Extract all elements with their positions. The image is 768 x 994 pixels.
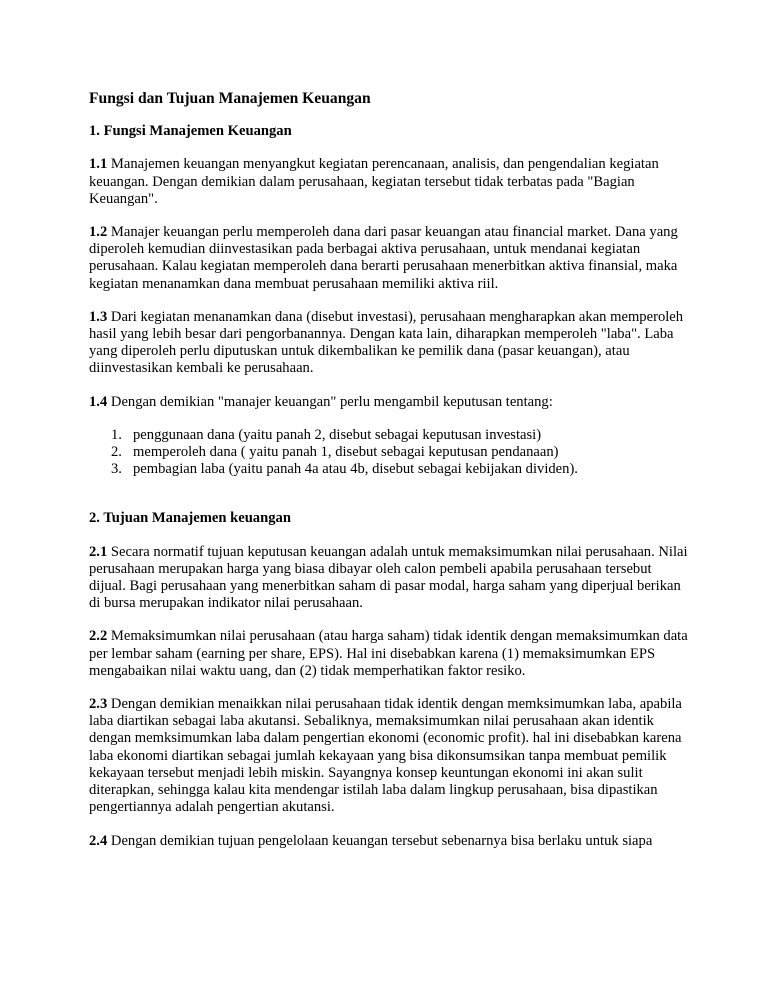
paragraph-number: 1.2 xyxy=(89,224,108,241)
paragraph-number: 1.4 xyxy=(89,393,108,410)
list-item-number: 3. xyxy=(111,461,122,478)
paragraph-text: Secara normatif tujuan keputusan keuangan adalah untuk memaksimumkan nilai perusahaan. Nilai perusahaan merupakan harga yang biasa dibayar oleh calon pembeli apabila perusahaan tersebut dijual. Bagi perusahaan yang menerbitkan saham di pasar modal, harga saham yang diperjual berikan di bursa merupakan indikator nilai perusahaan. xyxy=(89,543,688,612)
paragraph-text: Dengan demikian "manajer keuangan" perlu mengambil keputusan tentang: xyxy=(107,393,553,410)
list-item-text: penggunaan dana (yaitu panah 2, disebut sebagai keputusan investasi) xyxy=(133,426,542,443)
paragraph-2-4 xyxy=(89,833,689,850)
spacer xyxy=(89,494,689,510)
list-item xyxy=(89,427,689,444)
paragraph-number: 2.1 xyxy=(89,543,108,560)
paragraph-1-1 xyxy=(89,156,689,208)
paragraph-number: 2.3 xyxy=(89,696,108,713)
paragraph-1-2 xyxy=(89,224,689,293)
paragraph-2-3 xyxy=(89,696,689,816)
document-title: Fungsi dan Tujuan Manajemen Keuangan xyxy=(89,90,371,107)
document-page xyxy=(89,90,689,866)
paragraph-text: Manajemen keuangan menyangkut kegiatan perencanaan, analisis, dan pengendalian kegiatan keuangan. Dengan demikian dalam perusahaan, kegiatan tersebut tidak terbatas pada "Bagian Keuangan". xyxy=(89,156,659,207)
paragraph-text: Dengan demikian tujuan pengelolaan keuangan tersebut sebenarnya bisa berlaku untuk siapa xyxy=(107,832,653,849)
paragraph-1-3 xyxy=(89,309,689,378)
paragraph-text: Dari kegiatan menanamkan dana (disebut investasi), perusahaan mengharapkan akan memperoleh hasil yang lebih besar dari pengorbanannya. Dengan kata lain, diharapkan memperoleh "laba". Laba yang diperoleh perlu diputuskan untuk dikembalikan ke pemilik dana (pasar keuangan), atau diinvestasikan kembali ke perusahaan. xyxy=(89,308,684,377)
section-heading-tujuan: 2. Tujuan Manajemen keuangan xyxy=(89,510,291,527)
paragraph-2-2 xyxy=(89,628,689,680)
paragraph-1-4 xyxy=(89,394,689,411)
paragraph-text: Memaksimumkan nilai perusahaan (atau harga saham) tidak identik dengan memaksimumkan data per lembar saham (earning per share, EPS). Hal ini disebabkan karena (1) memaksimumkan EPS mengabaikan nilai waktu uang, dan (2) tidak memperhatikan faktor resiko. xyxy=(89,628,688,679)
paragraph-number: 2.2 xyxy=(89,628,108,645)
paragraph-number: 1.3 xyxy=(89,308,108,325)
paragraph-text: Dengan demikian menaikkan nilai perusahaan tidak identik dengan memksimumkan laba, apabila laba diartikan sebagai laba akutansi. Sebaliknya, memaksimumkan nilai perusahaan akan identik dengan memksimumkan laba dalam pengertian ekonomi (economic profit). hal ini disebabkan karena laba ekonomi diartikan sebagai jumlah kekayaan yang bisa dikonsumsikan tanpa membuat pemilik kekayaan tersebut menjadi lebih miskin. Sayangnya konsep keuntungan ekonomi ini akan sulit diterapkan, sehingga kalau kita mendengar istilah laba dalam lingkup perusahaan, bisa dipastikan pengertiannya adalah pengertian akutansi. xyxy=(89,696,682,816)
paragraph-number: 1.1 xyxy=(89,156,108,173)
section-heading-fungsi: 1. Fungsi Manajemen Keuangan xyxy=(89,123,292,140)
list-item-number: 1. xyxy=(111,426,122,443)
decision-list xyxy=(89,427,689,479)
list-item xyxy=(89,444,689,461)
paragraph-text: Manajer keuangan perlu memperoleh dana dari pasar keuangan atau financial market. Dana yang diperoleh kemudian diinvestasikan pada berbagai aktiva perusahaan, untuk mendanai kegiatan perusahaan. Kalau kegiatan memperoleh dana berarti perusahaan menerbitkan aktiva finansial, maka kegiatan menanamkan dana membuat perusahaan memiliki aktiva riil. xyxy=(89,224,678,292)
list-item-number: 2. xyxy=(111,444,122,461)
paragraph-2-1 xyxy=(89,544,689,613)
list-item-text: pembagian laba (yaitu panah 4a atau 4b, disebut sebagai kebijakan dividen). xyxy=(133,461,578,478)
paragraph-number: 2.4 xyxy=(89,832,108,849)
list-item-text: memperoleh dana ( yaitu panah 1, disebut sebagai keputusan pendanaan) xyxy=(133,444,559,461)
list-item xyxy=(89,461,689,478)
